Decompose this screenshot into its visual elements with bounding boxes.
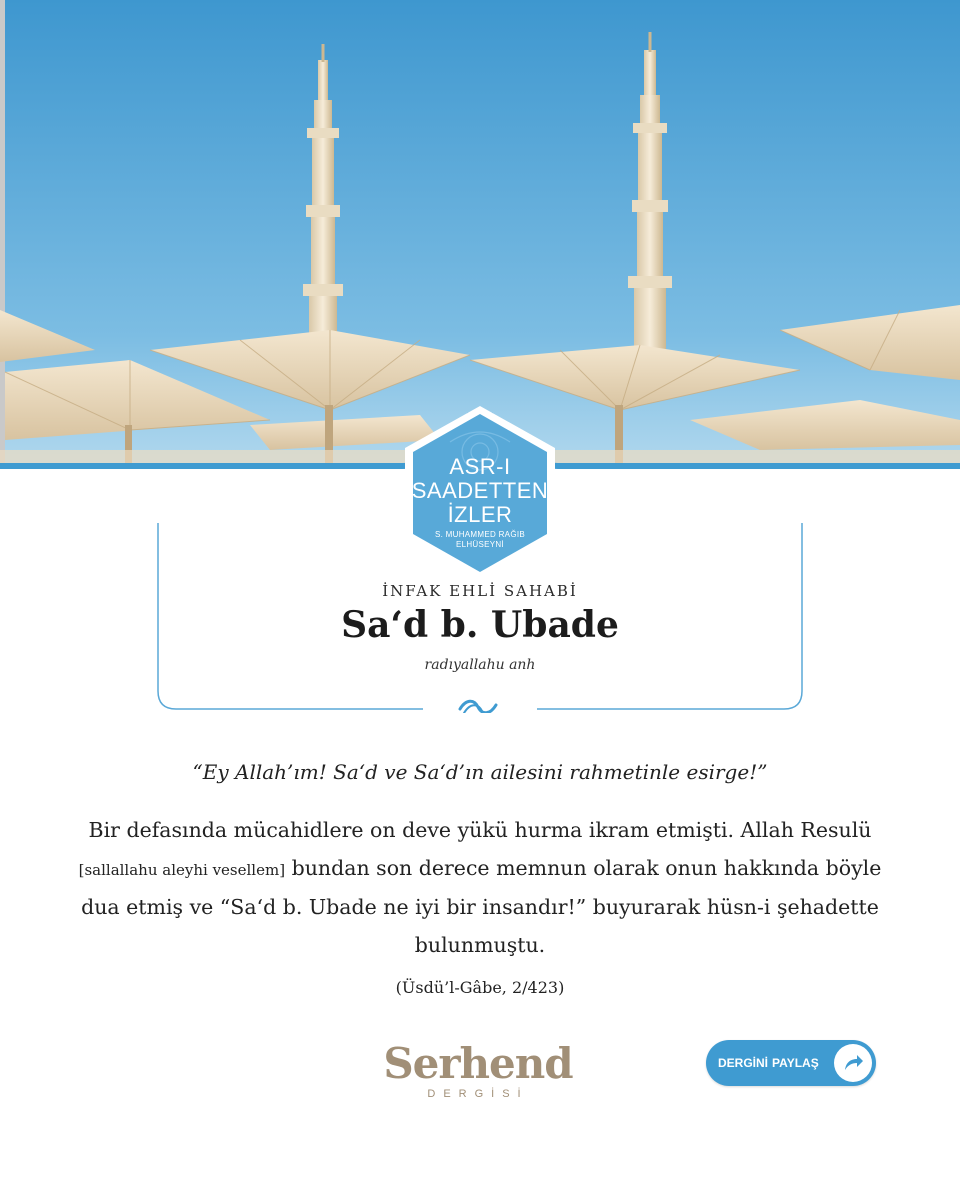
- share-button[interactable]: [706, 1040, 876, 1086]
- series-badge: [395, 402, 565, 592]
- article-body-part-1: Bir defasında mücahidlere on deve yükü hurma ikram etmişti. Allah Resulü: [88, 818, 872, 842]
- badge-line-1: ASR-I: [449, 454, 511, 479]
- serhend-logo: [378, 1040, 578, 1110]
- article-title: Sa‘d b. Ubade: [341, 604, 619, 646]
- badge-author: [395, 530, 565, 550]
- badge-line-3: İZLER: [447, 502, 513, 527]
- article-body-bracket: [sallallahu aleyhi vesellem]: [78, 860, 286, 879]
- article-body: [60, 812, 900, 964]
- logo-sub-text: DERGİSİ: [427, 1088, 529, 1100]
- badge-line-2: SAADETTEN: [411, 478, 549, 503]
- share-label-part-2: PAYLAŞ: [772, 1056, 819, 1070]
- article-body-part-2: bundan son derece memnun olarak onun hakkında böyle dua etmiş ve “Sa‘d b. Ubade ne iyi bir insandır!” buyurarak hüsn-i şehadette bulunmuştu.: [81, 855, 882, 957]
- badge-author-line-1: S. MUHAMMED RAĞIB: [435, 530, 525, 539]
- share-arrow-icon: [834, 1044, 872, 1082]
- article-citation: (Üsdü’l-Gâbe, 2/423): [395, 978, 565, 997]
- article-kicker: İNFAK EHLİ SAHABİ: [382, 582, 578, 600]
- article-quote: “Ey Allah’ım! Sa‘d ve Sa‘d’ın ailesini rahmetinle esirge!”: [192, 760, 768, 784]
- ornament-icon: [460, 701, 496, 713]
- logo-main-text: Serhend: [383, 1039, 573, 1088]
- share-label-part-1: DERGİNİ: [718, 1056, 769, 1070]
- article-honorific: radıyallahu anh: [424, 657, 536, 673]
- badge-author-line-2: ELHÜSEYNİ: [455, 540, 505, 549]
